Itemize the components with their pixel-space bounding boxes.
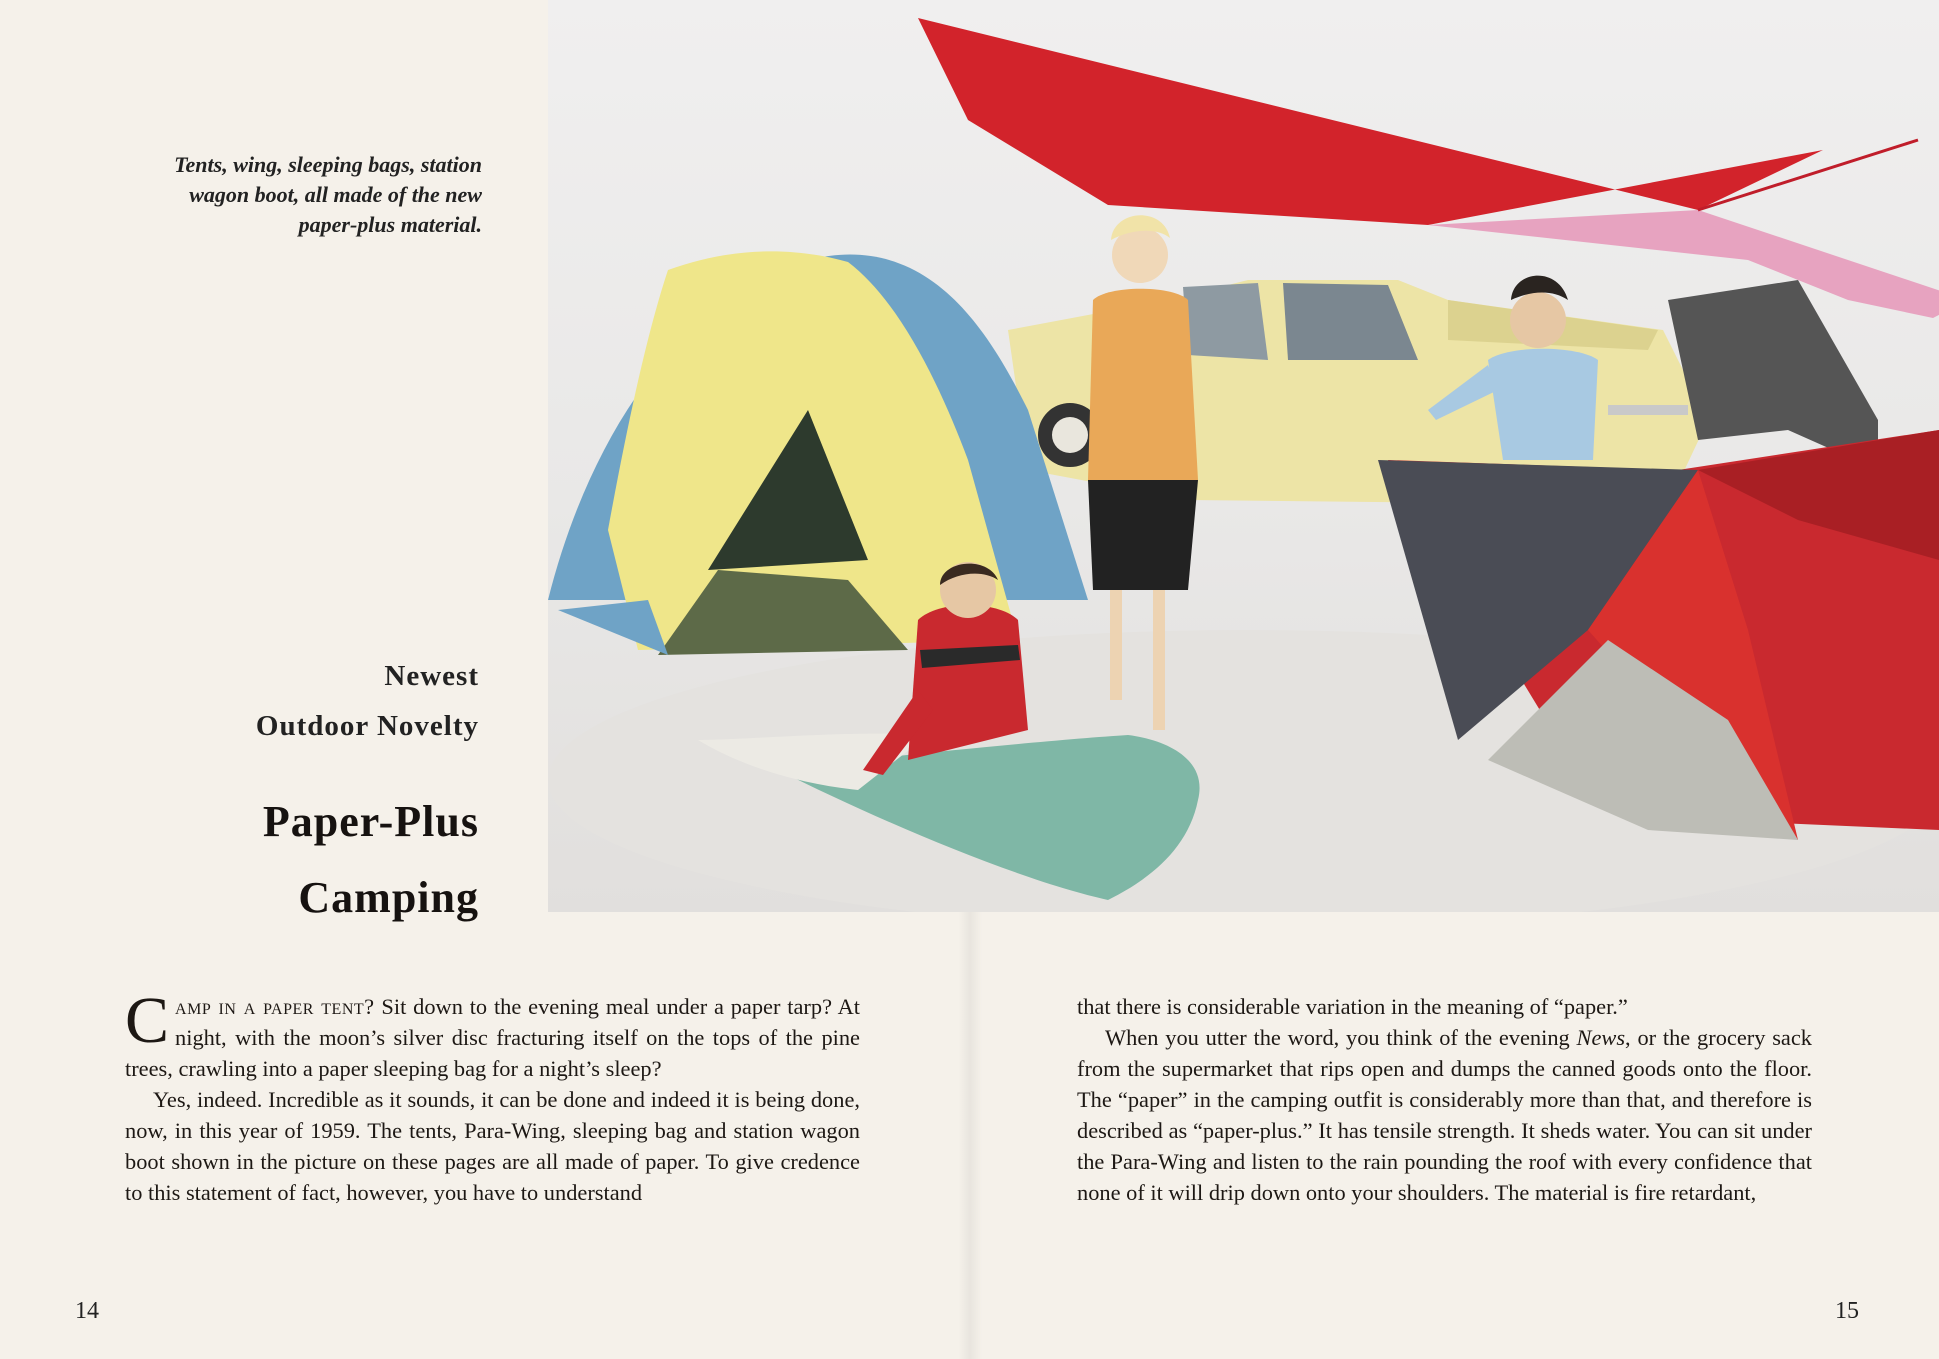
article-paragraph-3: that there is considerable variation in the meaning of “paper.” xyxy=(1077,994,1628,1019)
camping-illustration xyxy=(548,0,1939,912)
article-column-left xyxy=(125,984,860,1208)
drop-cap: C xyxy=(125,984,170,1057)
kicker-line-2: Outdoor Novelty xyxy=(255,710,479,742)
article-paragraph-4 xyxy=(1077,1022,1812,1208)
red-tarp xyxy=(918,18,1823,225)
dome-tent xyxy=(548,251,1088,655)
lead-in: amp in a paper tent? xyxy=(175,994,375,1019)
photo-caption: Tents, wing, sleeping bags, station wagon boot, all made of the new paper-plus material. xyxy=(174,152,482,237)
headline-line-2: Camping xyxy=(298,873,479,922)
wagon-boot xyxy=(1668,280,1878,470)
article-paragraph-1 xyxy=(125,984,860,1084)
page-number-left: 14 xyxy=(75,1298,99,1324)
camping-photo xyxy=(548,0,1939,912)
page-number-right: 15 xyxy=(1835,1298,1859,1324)
article-paragraph-2: Yes, indeed. Incredible as it sounds, it can be done and indeed it is being done, now, in this year of 1959. The tents, Para-Wing, sleeping bag and station wagon boot shown in the picture on these pages are all made of paper. To give credence to this statement of fact, however, you have to understand xyxy=(125,1087,860,1205)
headline-line-1: Paper-Plus xyxy=(262,797,479,846)
kicker-line-1: Newest xyxy=(384,660,479,692)
news-title: News xyxy=(1576,1025,1626,1050)
article-column-right xyxy=(1077,991,1812,1208)
paragraph-4-rest: , or the grocery sack from the supermarket that rips open and dumps the canned goods onto the floor. The “paper” in the camping outfit is considerably more than that, and therefore is described as “paper-plus.” It has tensile strength. It sheds water. You can sit under the Para-Wing and listen to the rain pounding the roof with every confidence that none of it will drip down onto your shoulders. The material is fire retardant, xyxy=(1077,1025,1812,1205)
paragraph-4-start: When you utter the word, you think of the evening xyxy=(1105,1025,1577,1050)
paragraph-1-text: Sit down to the evening meal under a paper tarp? At night, with the moon’s silver disc fracturing itself on the tops of the pine trees, crawling into a paper sleeping bag for a night’s sleep? xyxy=(125,994,860,1081)
